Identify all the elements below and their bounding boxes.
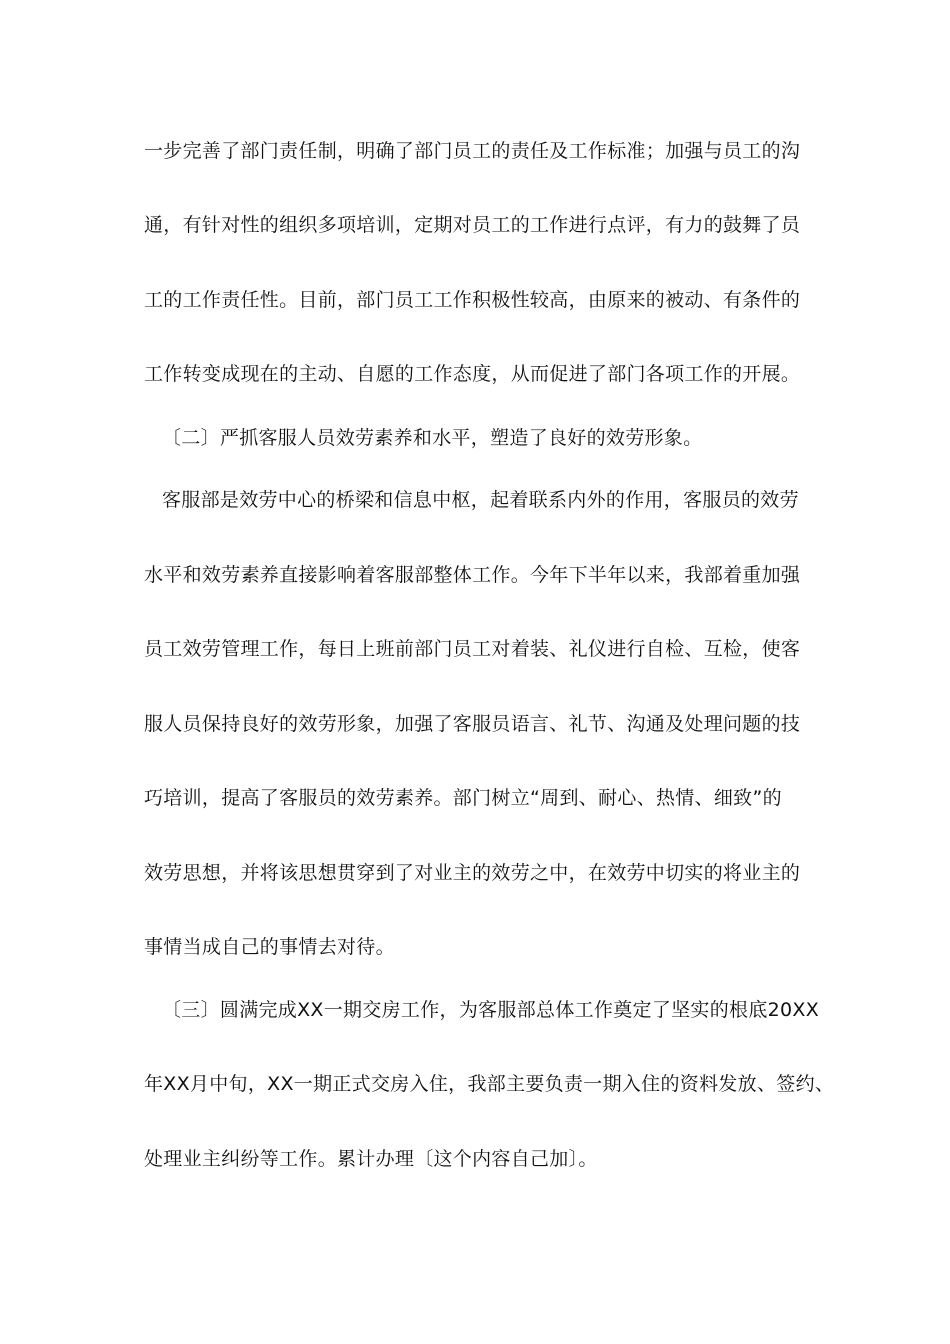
paragraph-line: 处理业主纠纷等工作。累计办理〔这个内容自己加〕。 bbox=[144, 1148, 598, 1170]
section-heading: 〔二〕严抓客服人员效劳素养和水平，塑造了良好的效劳形象。 bbox=[162, 427, 703, 449]
paragraph-line: 客服部是效劳中心的桥梁和信息中枢，起着联系内外的作用，客服员的效劳 bbox=[162, 489, 799, 511]
paragraph-line: 事情当成自己的事情去对待。 bbox=[144, 936, 395, 958]
paragraph-line: 工的工作责任性。目前，部门员工工作积极性较高，由原来的被动、有条件的 bbox=[144, 289, 801, 311]
paragraph-line: 一步完善了部门责任制，明确了部门员工的责任及工作标准；加强与员工的沟 bbox=[144, 140, 801, 162]
section-heading: 〔三〕圆满完成XX一期交房工作，为客服部总体工作奠定了坚实的根底20XX bbox=[162, 999, 820, 1021]
paragraph-line: 效劳思想，并将该思想贯穿到了对业主的效劳之中，在效劳中切实的将业主的 bbox=[144, 862, 801, 884]
paragraph-line: 服人员保持良好的效劳形象，加强了客服员语言、礼节、沟通及处理问题的技 bbox=[144, 713, 801, 735]
paragraph-line: 年XX月中旬，XX一期正式交房入住，我部主要负责一期入住的资料发放、签约、 bbox=[144, 1073, 835, 1095]
paragraph-line: 通，有针对性的组织多项培训，定期对员工的工作进行点评，有力的鼓舞了员 bbox=[144, 214, 801, 236]
paragraph-line: 水平和效劳素养直接影响着客服部整体工作。今年下半年以来，我部着重加强 bbox=[144, 564, 801, 586]
paragraph-line: 员工效劳管理工作，每日上班前部门员工对着装、礼仪进行自检、互检，使客 bbox=[144, 638, 801, 660]
paragraph-line: 工作转变成现在的主动、自愿的工作态度，从而促进了部门各项工作的开展。 bbox=[144, 363, 801, 385]
paragraph-line: 巧培训，提高了客服员的效劳素养。部门树立“周到、耐心、热情、细致”的 bbox=[144, 787, 782, 809]
